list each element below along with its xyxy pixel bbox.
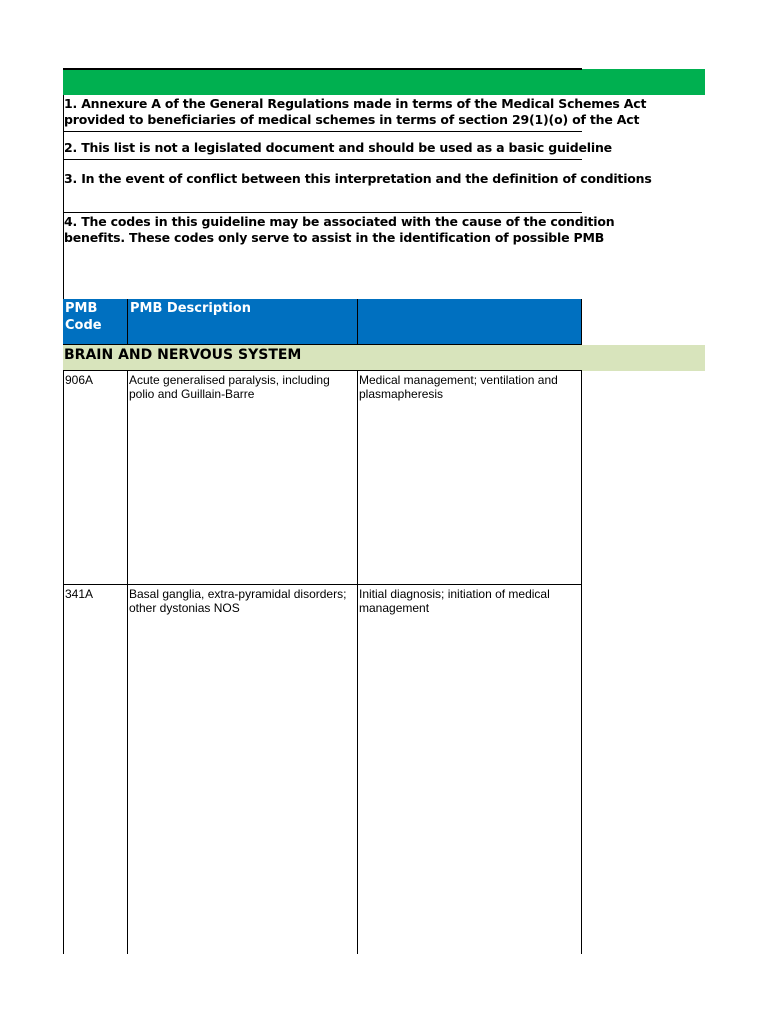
note-3 [64, 171, 652, 187]
col-border-right [581, 371, 582, 954]
header-treatment [357, 299, 582, 345]
col-border-code [127, 371, 128, 954]
row-2-treatment: Initial diagnosis; initiation of medical management [359, 587, 550, 615]
header-pmb-code: PMB Code [65, 301, 102, 333]
note-divider [63, 131, 582, 132]
row-divider [63, 584, 582, 585]
note-2 [64, 140, 612, 156]
note-divider [63, 159, 582, 160]
note-4-line-1: 4. The codes in this guideline may be associated with the cause of the condition [64, 214, 615, 229]
row-1-treatment: Medical management; ventilation and plasmapheresis [359, 373, 558, 401]
title-bar [63, 69, 705, 95]
row-2-code: 341A [65, 587, 94, 601]
row-2-description: Basal ganglia, extra-pyramidal disorders; other dystonias NOS [129, 587, 347, 615]
note-4 [64, 214, 615, 246]
note-1-line-2: provided to beneficiaries of medical schemes in terms of section 29(1)(o) of the Act [64, 112, 640, 127]
header-pmb-description: PMB Description [127, 299, 357, 345]
section-bottom-border [63, 370, 582, 371]
row-1-description: Acute generalised paralysis, including polio and Guillain-Barre [129, 373, 330, 401]
table-header-row [63, 299, 582, 345]
note-3-line-1: 3. In the event of conflict between this interpretation and the definition of conditions [64, 171, 652, 186]
note-1-line-1: 1. Annexure A of the General Regulations made in terms of the Medical Schemes Act [64, 96, 647, 111]
row-1-code: 906A [65, 373, 94, 387]
col-border-description [357, 371, 358, 954]
title-bar-border [63, 68, 582, 70]
section-title: BRAIN AND NERVOUS SYSTEM [64, 347, 302, 363]
note-1 [64, 96, 647, 128]
section-row [63, 345, 705, 371]
note-4-line-2: benefits. These codes only serve to assist in the identification of possible PMB [64, 230, 605, 245]
col-border-left [63, 371, 64, 954]
note-divider [63, 212, 582, 213]
note-2-line-1: 2. This list is not a legislated document and should be used as a basic guideline [64, 140, 612, 155]
header-bottom-border [63, 344, 582, 345]
